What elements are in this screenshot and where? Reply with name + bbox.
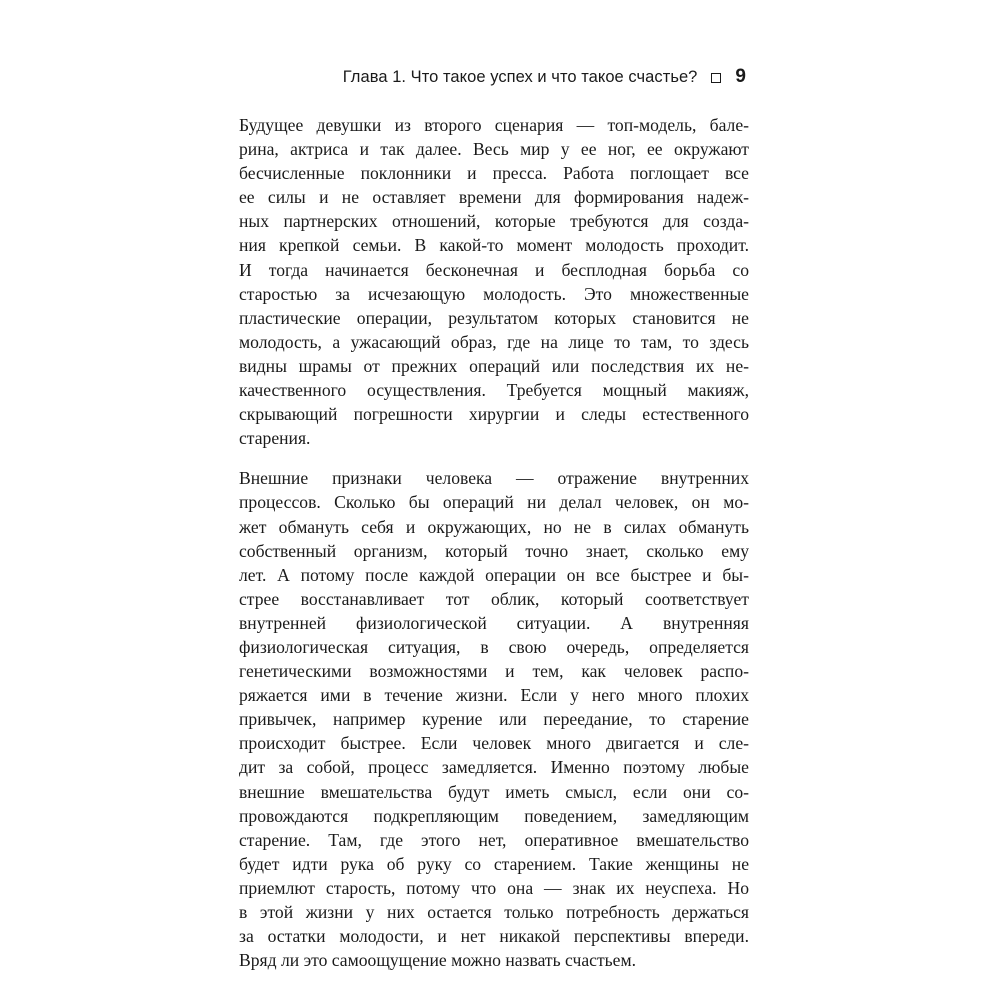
text-line: Вряд ли это самоощущение можно назвать счастьем. <box>239 950 637 971</box>
text-line: стрее восстанавливает тот облик, который соответствует <box>239 588 749 609</box>
square-icon <box>711 73 721 83</box>
text-line: приемлют старость, потому что она — знак их неуспеха. Но <box>239 877 749 898</box>
running-header <box>343 62 746 92</box>
text-line: Будущее девушки из второго сценария — топ-модель, бале- <box>239 115 749 135</box>
text-line: качественного осуществления. Требуется мощный макияж, <box>239 380 749 401</box>
text-line: в этой жизни у них остается только потребность держаться <box>239 902 749 922</box>
text-line: скрывающий погрешности хирургии и следы естественного <box>239 404 749 425</box>
paragraph <box>239 466 749 972</box>
text-line: провождаются подкрепляющим поведением, замедляющим <box>239 805 749 826</box>
text-line: внешние вмешательства будут иметь смысл, если они со- <box>239 781 749 802</box>
page-number: 9 <box>735 66 746 87</box>
text-line: старения. <box>239 428 311 449</box>
text-line: бесчисленные поклонники и пресса. Работа поглощает все <box>239 163 749 184</box>
text-line: ных партнерских отношений, которые требуются для созда- <box>239 211 749 232</box>
text-line: пластические операции, результатом которых становится не <box>239 307 749 328</box>
text-line: Внешние признаки человека — отражение внутренних <box>239 468 749 489</box>
text-line: генетическими возможностями и тем, как человек распо- <box>239 661 749 682</box>
text-line: происходит быстрее. Если человек много двигается и сле- <box>239 733 749 754</box>
paragraph <box>239 113 749 450</box>
text-line: жет обмануть себя и окружающих, но не в силах обмануть <box>239 516 749 537</box>
text-line: физиологическая ситуация, в свою очередь, определяется <box>239 636 749 657</box>
text-line: рина, актриса и так далее. Весь мир у ее ног, ее окружают <box>239 139 749 160</box>
text-line: будет идти рука об руку со старением. Такие женщины не <box>239 853 749 874</box>
paragraph-gap <box>239 450 749 466</box>
text-line: процессов. Сколько бы операций ни делал человек, он мо- <box>239 492 749 513</box>
text-line: старение. Там, где этого нет, оперативное вмешательство <box>239 829 749 850</box>
text-line: молодость, а ужасающий образ, где на лице то там, то здесь <box>239 331 749 352</box>
body-text <box>239 113 749 972</box>
text-line: привычек, например курение или переедание, то старение <box>239 709 749 730</box>
text-line: ния крепкой семьи. В какой-то момент молодость проходит. <box>239 235 749 256</box>
text-line: старостью за исчезающую молодость. Это множественные <box>239 283 749 304</box>
text-line: ее силы и не оставляет времени для формирования надеж- <box>239 187 749 208</box>
text-line: ряжается ими в течение жизни. Если у него много плохих <box>239 685 749 706</box>
chapter-title: Глава 1. Что такое успех и что такое счастье? <box>342 67 698 86</box>
text-line: лет. А потому после каждой операции он все быстрее и бы- <box>239 564 749 585</box>
text-line: внутренней физиологической ситуации. А внутренняя <box>239 612 749 633</box>
text-line: собственный организм, который точно знает, сколько ему <box>239 540 749 561</box>
text-line: И тогда начинается бесконечная и бесплодная борьба со <box>239 259 749 280</box>
text-line: видны шрамы от прежних операций или последствия их не- <box>239 355 749 376</box>
text-line: за остатки молодости, и нет никакой перспективы впереди. <box>239 926 749 947</box>
text-line: дит за собой, процесс замедляется. Именно поэтому любые <box>239 757 749 778</box>
